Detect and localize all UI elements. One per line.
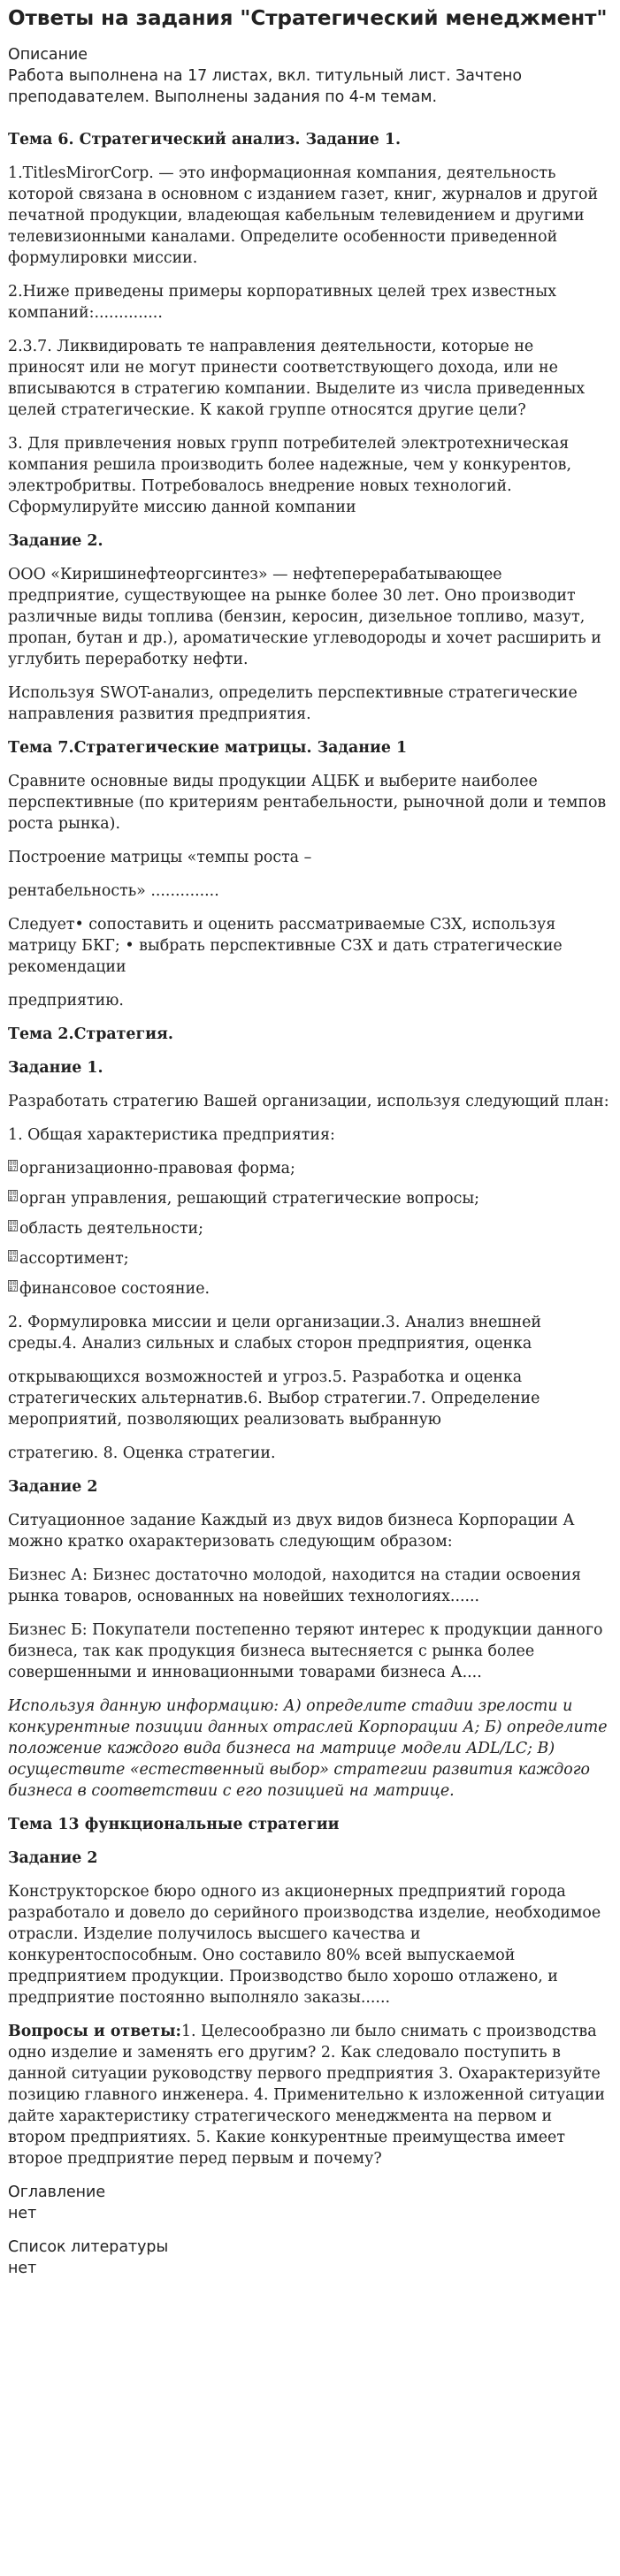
missing-glyph-icon: 00 B7	[9, 1280, 17, 1292]
questions-text: 1. Целесообразно ли было снимать с производства одно изделие и заменять его другим? 2. Как следовало поступить в данной ситуации руководству первого предприятия 3. Охарактеризуйте позицию главного инженера. 4. Применительно к изложенной ситуации дайте характеристику стратегического менеджмента на первом и втором предприятиях. 5. Какие конкурентные преимущества имеет второе предприятие перед первым и почему?	[8, 2023, 605, 2168]
paragraph: Бизнес А: Бизнес достаточно молодой, находится на стадии освоения рынка товаров, основанных на новейших технологиях......	[8, 1566, 581, 1605]
description-text: Работа выполнена на 17 листах, вкл. титульный лист. Зачтено преподавателем. Выполнены задания по 4-м темам.	[8, 67, 523, 106]
paragraph: 2.Ниже приведены примеры корпоративных целей трех известных компаний:..............	[8, 283, 557, 322]
list-item	[8, 1158, 611, 1179]
paragraph: Разработать стратегию Вашей организации, используя следующий план:	[8, 1093, 609, 1110]
paragraph: Конструкторское бюро одного из акционерных предприятий города разработало и довело до серийного производства изделие, необходимое отрасли. Изделие получилось высшего качества и конкурентоспособным. Оно составило 80% всей выпускаемой предприятием продукции. Производство было хорошо отлажено, и предприятие постоянно выполняло заказы......	[8, 1883, 601, 2007]
paragraph: 1. Общая характеристика предприятия:	[8, 1126, 335, 1144]
list-item-text: финансовое состояние.	[19, 1280, 210, 1298]
list-item-text: область деятельности;	[19, 1220, 203, 1238]
list-item	[8, 1278, 611, 1299]
paragraph: ООО «Киришинефтеоргсинтез» — нефтеперерабатывающее предприятие, существующее на рынке более 30 лет. Оно производит различные виды топлива (бензин, керосин, дизельное топливо, мазут, пропан, бутан и др.), ароматические углеводороды и хочет расширить и углубить переработку нефти.	[8, 566, 601, 668]
paragraph: рентабельность» ..............	[8, 882, 219, 900]
section-heading: Тема 2.Стратегия.	[8, 1025, 173, 1043]
bibliography-value: нет	[8, 2260, 37, 2277]
paragraph: Ситуационное задание Каждый из двух видов бизнеса Корпорации А можно кратко охарактеризовать следующим образом:	[8, 1512, 575, 1551]
section-heading: Тема 7.Стратегические матрицы. Задание 1	[8, 739, 408, 757]
paragraph: Бизнес Б: Покупатели постепенно теряют интерес к продукции данного бизнеса, так как продукция бизнеса вытесняется с рынка более совершенными и инновационными товарами бизнеса А....	[8, 1621, 603, 1681]
missing-glyph-icon: 00 B7	[9, 1160, 17, 1171]
questions-label: Вопросы и ответы:	[8, 2023, 181, 2040]
list-item-text: орган управления, решающий стратегические вопросы;	[19, 1190, 480, 1208]
paragraph: Сравните основные виды продукции АЦБК и выберите наиболее перспективные (по критериям рентабельности, рыночной доли и темпов роста рынка).	[8, 773, 607, 833]
list-item	[8, 1188, 611, 1209]
list-item-text: организационно-правовая форма;	[19, 1160, 295, 1177]
section-heading: Тема 13 функциональные стратегии	[8, 1816, 340, 1833]
paragraph-italic: Используя данную информацию: А) определите стадии зрелости и конкурентные позиции данных отраслей Корпорации А; Б) определите положение каждого вида бизнеса на матрице модели ADL/LC; В) осуществите «естественный выбор» стратегии развития каждого бизнеса в соответствии с его позицией на матрице.	[8, 1697, 608, 1800]
missing-glyph-icon: 00 B7	[9, 1220, 17, 1231]
list-item-text: ассортимент;	[19, 1250, 129, 1268]
paragraph: открывающихся возможностей и угроз.5. Разработка и оценка стратегических альтернатив.6. Выбор стратегии.7. Определение мероприятий, позволяющих реализовать выбранную	[8, 1368, 540, 1429]
paragraph: 3. Для привлечения новых групп потребителей электротехническая компания решила производить более надежные, чем у конкурентов, электробритвы. Потребовалось внедрение новых технологий. Сформулируйте миссию данной компании	[8, 435, 571, 516]
paragraph: Используя SWOT-анализ, определить перспективные стратегические направления развития предприятия.	[8, 684, 578, 723]
paragraph: Построение матрицы «темпы роста –	[8, 849, 312, 866]
page-title: Ответы на задания "Стратегический менеджмент"	[8, 7, 608, 30]
description-label: Описание	[8, 46, 88, 64]
paragraph: 1.TitlesMirorCorp. — это информационная компания, деятельность которой связана в основном с изданием газет, книг, журналов и другой печатной продукции, владеющая кабельным телевидением и другими телевизионными каналами. Определите особенности приведенной формулировки миссии.	[8, 164, 599, 267]
missing-glyph-icon: 00 B7	[9, 1190, 17, 1201]
paragraph: Следует• сопоставить и оценить рассматриваемые СЗХ, используя матрицу БКГ; • выбрать перспективные СЗХ и дать стратегические рекомендации	[8, 916, 563, 976]
paragraph: предприятию.	[8, 992, 124, 1010]
list-item	[8, 1248, 611, 1269]
subsection-heading: Задание 2	[8, 1478, 98, 1496]
section-heading: Тема 6. Стратегический анализ. Задание 1.	[8, 131, 402, 149]
paragraph: 2.3.7. Ликвидировать те направления деятельности, которые не приносят или не могут принести соответствующего дохода, или не вписываются в стратегию компании. Выделите из числа приведенных целей стратегические. К какой группе относятся другие цели?	[8, 338, 586, 419]
toc-label: Оглавление	[8, 2184, 106, 2201]
paragraph: 2. Формулировка миссии и цели организации.3. Анализ внешней среды.4. Анализ сильных и слабых сторон предприятия, оценка	[8, 1314, 542, 1353]
list-item	[8, 1218, 611, 1239]
subsection-heading: Задание 1.	[8, 1059, 103, 1077]
missing-glyph-icon: 00 B7	[9, 1250, 17, 1261]
questions-paragraph	[8, 2021, 611, 2169]
paragraph: стратегию. 8. Оценка стратегии.	[8, 1444, 276, 1462]
subsection-heading: Задание 2	[8, 1849, 98, 1867]
document-body	[8, 129, 611, 2169]
toc-value: нет	[8, 2205, 37, 2222]
subsection-heading: Задание 2.	[8, 532, 103, 550]
bibliography-label: Список литературы	[8, 2238, 169, 2256]
